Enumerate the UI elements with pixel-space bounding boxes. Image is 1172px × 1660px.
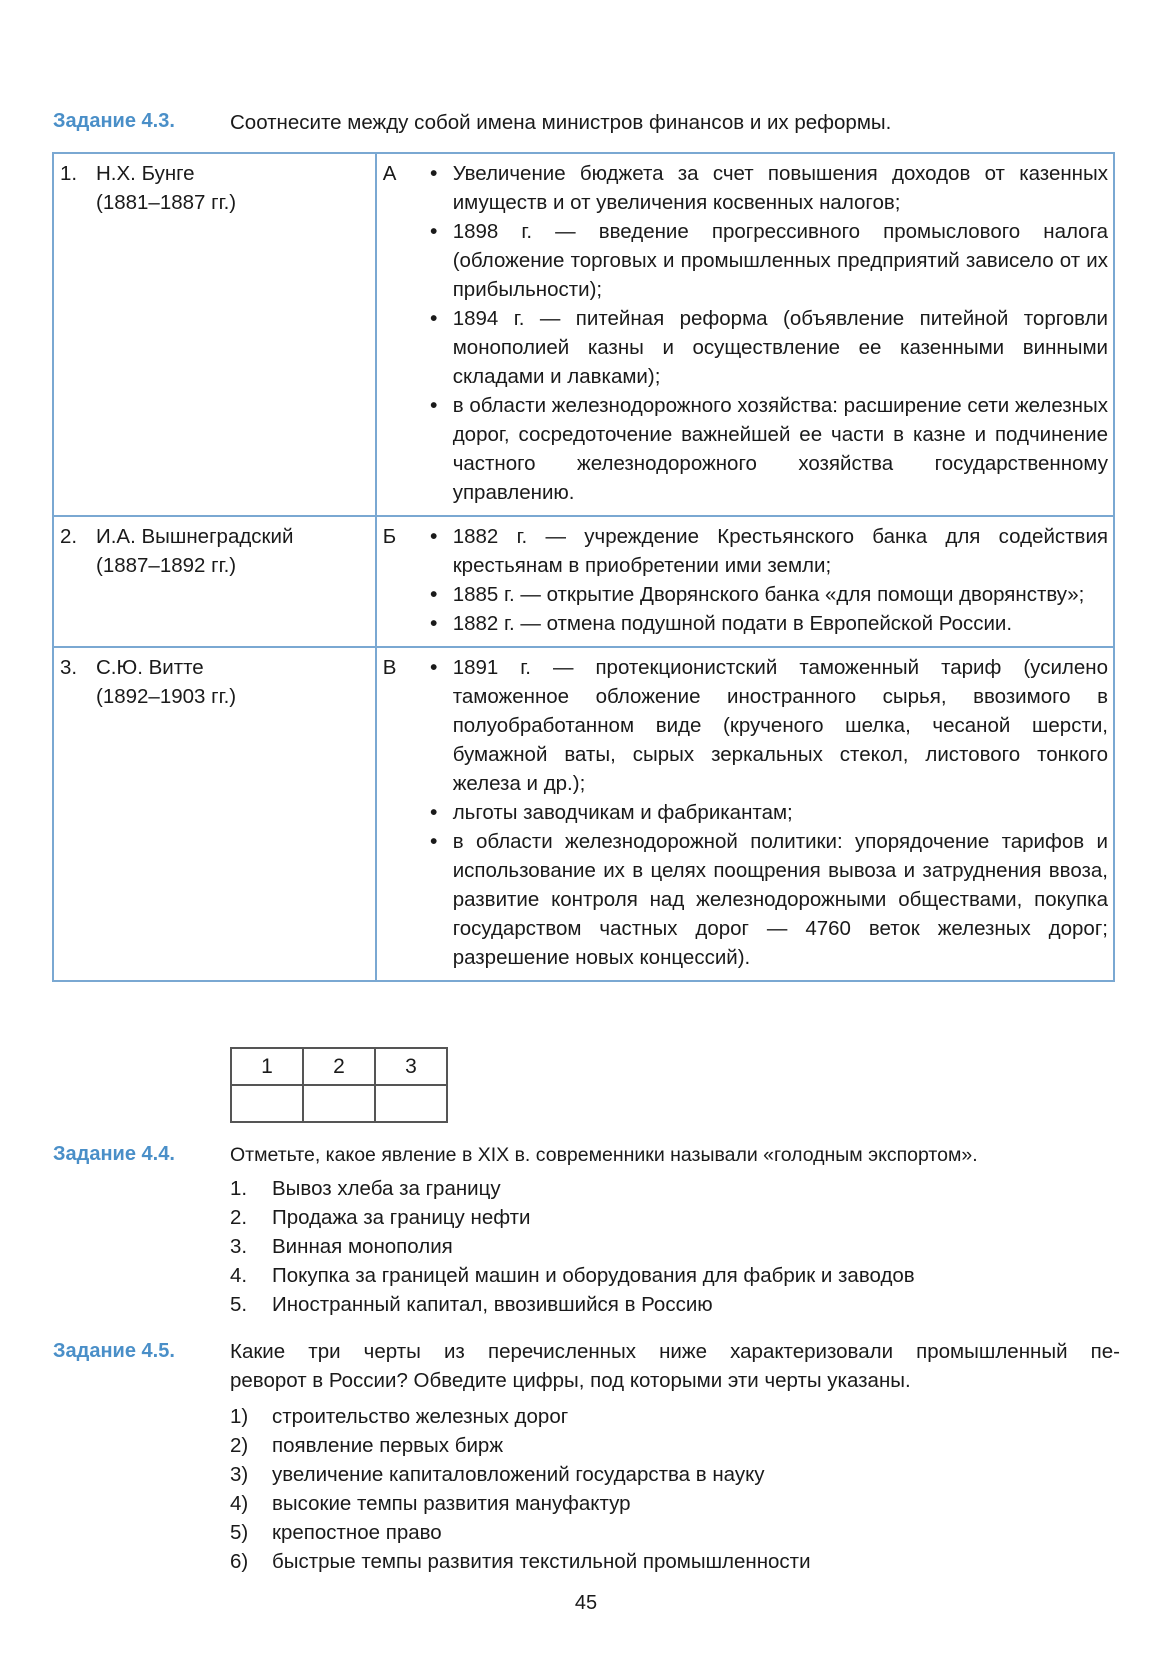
reform-text: 1891 г. — протекционистский таможенный тариф (усилено таможенное обложение иностранного сырья, ввозимого в полуобработанном виде (крученого шелка, чесаной шерсти, бумажной ваты, сырых зеркальных стекол, листового тонкого железа и др.); bbox=[452, 656, 1108, 795]
list-item[interactable] bbox=[230, 1203, 915, 1232]
task-4-4-label: Задание 4.4. bbox=[53, 1143, 175, 1165]
task-4-3-question: Соотнесите между собой имена министров финансов и их реформы. bbox=[230, 111, 892, 134]
answer-header: 1 bbox=[231, 1048, 303, 1085]
list-item[interactable] bbox=[230, 1290, 915, 1319]
minister-name: Н.Х. Бунге bbox=[96, 162, 195, 185]
reform-text: в области железнодорожного хозяйства: расширение сети железных дорог, сосредоточение важнейшей ее части в казне и подчинение частного железнодорожного хозяйства государственному управлению. bbox=[452, 394, 1108, 504]
reform-bullet: • в области железнодорожного хозяйства: расширение сети железных дорог, сосредоточение важнейшей ее части в казне и подчинение частного железнодорожного хозяйства государственному управлению. bbox=[415, 391, 1108, 507]
minister-years: (1887–1892 гг.) bbox=[96, 554, 237, 577]
reform-text: 1882 г. — учреждение Крестьянского банка для содействия крестьянам в приобретении ими земли; bbox=[452, 525, 1108, 577]
list-item[interactable] bbox=[230, 1547, 811, 1576]
reform-bullet: • 1898 г. — введение прогрессивного промыслового налога (обложение торговых и промышленных предприятий зависело от их прибыльности); bbox=[415, 217, 1108, 304]
list-item[interactable] bbox=[230, 1518, 811, 1547]
option-text: Вывоз хлеба за границу bbox=[272, 1177, 501, 1200]
reform-letter: В bbox=[382, 656, 397, 679]
question-line: Какие три черты из перечисленных ниже характеризовали промышленный пе- bbox=[230, 1340, 1120, 1363]
option-text: Продажа за границу нефти bbox=[272, 1206, 531, 1229]
reform-bullet: • 1882 г. — отмена подушной подати в Европейской России. bbox=[415, 609, 1108, 638]
option-number: 5. bbox=[230, 1293, 248, 1316]
list-item[interactable] bbox=[230, 1232, 915, 1261]
reform-cell bbox=[376, 153, 1114, 516]
table-row bbox=[53, 153, 1114, 516]
list-item[interactable] bbox=[230, 1431, 811, 1460]
reform-bullet: • Увеличение бюджета за счет повышения доходов от казенных имуществ и от увеличения косвенных налогов; bbox=[415, 159, 1108, 217]
reform-bullet: • 1894 г. — питейная реформа (объявление питейной торговли монополией казны и осуществление ее казенными винными складами и лавками); bbox=[415, 304, 1108, 391]
answer-cell[interactable] bbox=[303, 1085, 375, 1122]
reform-letter: Б bbox=[382, 525, 397, 548]
option-number: 5) bbox=[230, 1521, 249, 1544]
reform-bullet: • льготы заводчикам и фабрикантам; bbox=[415, 798, 1108, 827]
answer-header: 2 bbox=[303, 1048, 375, 1085]
option-number: 6) bbox=[230, 1550, 249, 1573]
reform-text: в области железнодорожной политики: упорядочение тарифов и использование их в целях поощрения вывоза и затруднения ввоза, развитие контроля над железнодорожными обществами, покупка государством частных дорог — 4760 веток железных дорог; разрешение новых концессий). bbox=[452, 830, 1108, 969]
reform-bullet: • 1891 г. — протекционистский таможенный тариф (усилено таможенное обложение иностранного сырья, ввозимого в полуобработанном виде (крученого шелка, чесаной шерсти, бумажной ваты, сырых зеркальных стекол, листового тонкого железа и др.); bbox=[415, 653, 1108, 798]
option-text: быстрые темпы развития текстильной промышленности bbox=[272, 1550, 811, 1573]
minister-cell bbox=[53, 516, 376, 647]
option-number: 1) bbox=[230, 1405, 249, 1428]
option-text: появление первых бирж bbox=[272, 1434, 504, 1457]
reform-cell bbox=[376, 516, 1114, 647]
reform-text: Увеличение бюджета за счет повышения доходов от казенных имуществ и от увеличения косвенных налогов; bbox=[452, 162, 1108, 214]
answer-cell[interactable] bbox=[231, 1085, 303, 1122]
option-text: высокие темпы развития мануфактур bbox=[272, 1492, 631, 1515]
answer-grid bbox=[230, 1047, 448, 1123]
reform-text: 1898 г. — введение прогрессивного промыслового налога (обложение торговых и промышленных предприятий зависело от их прибыльности); bbox=[452, 220, 1108, 301]
reform-cell bbox=[376, 647, 1114, 981]
option-text: увеличение капиталовложений государства в науку bbox=[272, 1463, 765, 1486]
option-number: 2) bbox=[230, 1434, 249, 1457]
option-number: 3) bbox=[230, 1463, 249, 1486]
reform-bullet: • 1885 г. — открытие Дворянского банка «для помощи дворянству»; bbox=[415, 580, 1108, 609]
list-item[interactable] bbox=[230, 1460, 811, 1489]
task-4-3-label: Задание 4.3. bbox=[53, 110, 175, 132]
answer-cell[interactable] bbox=[375, 1085, 447, 1122]
option-number: 4. bbox=[230, 1264, 248, 1287]
minister-number: 3. bbox=[60, 656, 78, 679]
task-4-5-question bbox=[230, 1337, 1120, 1395]
option-number: 2. bbox=[230, 1206, 248, 1229]
option-number: 3. bbox=[230, 1235, 248, 1258]
minister-number: 2. bbox=[60, 525, 78, 548]
option-text: Винная монополия bbox=[272, 1235, 453, 1258]
option-text: крепостное право bbox=[272, 1521, 442, 1544]
reform-bullet: • 1882 г. — учреждение Крестьянского банка для содействия крестьянам в приобретении ими земли; bbox=[415, 522, 1108, 580]
list-item[interactable] bbox=[230, 1402, 811, 1431]
reform-text: льготы заводчикам и фабрикантам; bbox=[452, 801, 793, 824]
minister-years: (1881–1887 гг.) bbox=[96, 191, 237, 214]
minister-years: (1892–1903 гг.) bbox=[96, 685, 237, 708]
task-4-4-question: Отметьте, какое явление в XIX в. современники называли «голодным экспортом». bbox=[230, 1144, 978, 1166]
minister-number: 1. bbox=[60, 162, 78, 185]
minister-cell bbox=[53, 153, 376, 516]
table-row bbox=[53, 516, 1114, 647]
reform-letter: А bbox=[382, 162, 397, 185]
list-item[interactable] bbox=[230, 1261, 915, 1290]
reform-bullet: • в области железнодорожной политики: упорядочение тарифов и использование их в целях поощрения вывоза и затруднения ввоза, развитие контроля над железнодорожными обществами, покупка государством частных дорог — 4760 веток железных дорог; разрешение новых концессий). bbox=[415, 827, 1108, 972]
minister-name: И.А. Вышнеградский bbox=[96, 525, 294, 548]
reform-text: 1885 г. — открытие Дворянского банка «для помощи дворянству»; bbox=[452, 583, 1085, 606]
matching-table bbox=[52, 152, 1115, 982]
task-4-4-options bbox=[230, 1174, 915, 1319]
answer-header: 3 bbox=[375, 1048, 447, 1085]
option-text: Иностранный капитал, ввозившийся в Россию bbox=[272, 1293, 713, 1316]
minister-name: С.Ю. Витте bbox=[96, 656, 204, 679]
task-4-5-options bbox=[230, 1402, 811, 1576]
option-text: Покупка за границей машин и оборудования для фабрик и заводов bbox=[272, 1264, 915, 1287]
list-item[interactable] bbox=[230, 1489, 811, 1518]
option-number: 1. bbox=[230, 1177, 248, 1200]
page-number: 45 bbox=[574, 1592, 598, 1614]
table-row bbox=[53, 647, 1114, 981]
minister-cell bbox=[53, 647, 376, 981]
question-line: реворот в России? Обведите цифры, под которыми эти черты указаны. bbox=[230, 1369, 911, 1392]
list-item[interactable] bbox=[230, 1174, 915, 1203]
reform-text: 1882 г. — отмена подушной подати в Европейской России. bbox=[452, 612, 1013, 635]
reform-text: 1894 г. — питейная реформа (объявление питейной торговли монополией казны и осуществление ее казенными винными складами и лавками); bbox=[452, 307, 1108, 388]
option-text: строительство железных дорог bbox=[272, 1405, 569, 1428]
task-4-5-label: Задание 4.5. bbox=[53, 1340, 175, 1362]
option-number: 4) bbox=[230, 1492, 249, 1515]
